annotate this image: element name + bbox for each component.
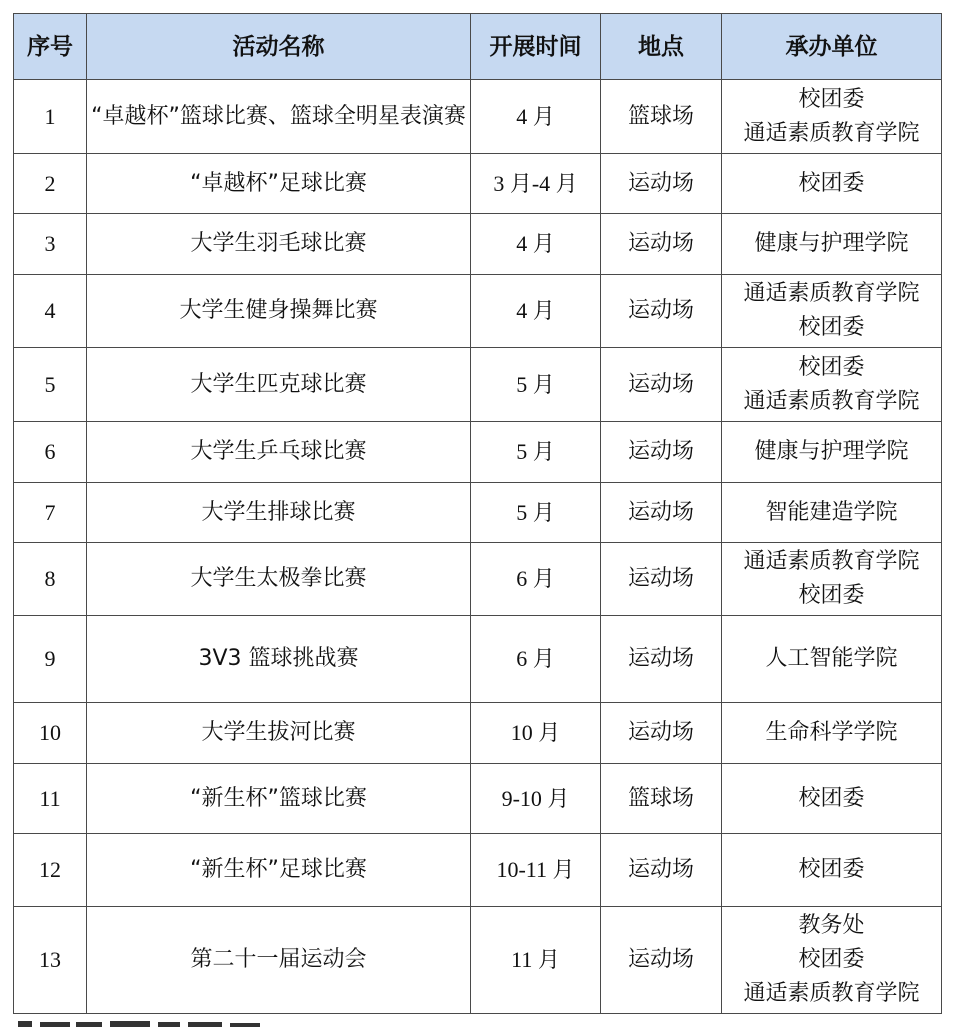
organizer-name: 校团委 <box>798 857 865 882</box>
table-row <box>14 483 942 543</box>
activity-date: 9-10 月 <box>471 764 601 834</box>
activity-date: 4 月 <box>471 214 601 275</box>
table-row <box>14 764 942 834</box>
activity-name: 大学生健身操舞比赛 <box>87 275 471 348</box>
organizer-name: 通适素质教育学院 <box>743 549 920 574</box>
row-number: 11 <box>14 764 87 834</box>
table-row <box>14 214 942 275</box>
table-body <box>14 80 942 1014</box>
row-number: 3 <box>14 214 87 275</box>
activity-location: 运动场 <box>601 834 722 907</box>
table-header <box>14 14 942 80</box>
table-row <box>14 703 942 764</box>
activity-location: 运动场 <box>601 214 722 275</box>
row-number: 5 <box>14 348 87 422</box>
cropped-footnote-text <box>18 1019 268 1027</box>
activity-location: 运动场 <box>601 422 722 483</box>
header-organizer: 承办单位 <box>722 14 942 80</box>
organizer-name: 人工智能学院 <box>765 646 898 671</box>
organizer-cell <box>722 764 942 834</box>
table-row <box>14 154 942 214</box>
table-row <box>14 275 942 348</box>
activity-name: 第二十一届运动会 <box>87 907 471 1014</box>
header-date: 开展时间 <box>471 14 601 80</box>
organizer-name: 健康与护理学院 <box>754 231 909 256</box>
activity-date: 3 月-4 月 <box>471 154 601 214</box>
activity-name: 3V3 篮球挑战赛 <box>87 616 471 703</box>
activity-name: 大学生羽毛球比赛 <box>87 214 471 275</box>
row-number: 7 <box>14 483 87 543</box>
row-number: 4 <box>14 275 87 348</box>
organizer-name: 通适素质教育学院 <box>743 388 920 414</box>
activity-name: 大学生排球比赛 <box>87 483 471 543</box>
organizer-cell <box>722 543 942 616</box>
activity-location: 运动场 <box>601 616 722 703</box>
table-row <box>14 907 942 1014</box>
activity-location: 篮球场 <box>601 764 722 834</box>
organizer-name: 通适素质教育学院 <box>743 981 920 1006</box>
header-number: 序号 <box>14 14 87 80</box>
organizer-name: 通适素质教育学院 <box>743 281 920 306</box>
organizer-name: 校团委 <box>798 947 865 972</box>
organizer-name: 教务处 <box>798 913 865 938</box>
organizer-cell <box>722 154 942 214</box>
activity-name: 大学生拔河比赛 <box>87 703 471 764</box>
organizer-cell <box>722 275 942 348</box>
row-number: 12 <box>14 834 87 907</box>
organizer-name: 校团委 <box>798 583 865 608</box>
activity-location: 运动场 <box>601 543 722 616</box>
row-number: 8 <box>14 543 87 616</box>
organizer-name: 校团委 <box>798 354 865 380</box>
organizer-name: 校团委 <box>798 315 865 340</box>
organizer-name: 生命科学学院 <box>765 720 898 745</box>
organizer-name: 校团委 <box>798 170 865 196</box>
activity-location: 运动场 <box>601 703 722 764</box>
activity-date: 11 月 <box>471 907 601 1014</box>
organizer-cell <box>722 703 942 764</box>
activity-location: 篮球场 <box>601 80 722 154</box>
table-row <box>14 348 942 422</box>
activity-date: 4 月 <box>471 275 601 348</box>
header-row <box>14 14 942 80</box>
row-number: 9 <box>14 616 87 703</box>
activity-date: 5 月 <box>471 483 601 543</box>
header-activity-name: 活动名称 <box>87 14 471 80</box>
activity-date: 4 月 <box>471 80 601 154</box>
activity-name: 大学生匹克球比赛 <box>87 348 471 422</box>
activity-name: 大学生乒乓球比赛 <box>87 422 471 483</box>
activity-name: “卓越杯”篮球比赛、篮球全明星表演赛 <box>87 80 471 154</box>
organizer-cell <box>722 616 942 703</box>
organizer-name: 通适素质教育学院 <box>743 120 920 146</box>
activity-date: 5 月 <box>471 422 601 483</box>
table-row <box>14 543 942 616</box>
activity-date: 5 月 <box>471 348 601 422</box>
activity-name: “新生杯”篮球比赛 <box>87 764 471 834</box>
row-number: 1 <box>14 80 87 154</box>
activity-date: 6 月 <box>471 543 601 616</box>
activity-name: 大学生太极拳比赛 <box>87 543 471 616</box>
activity-schedule-table <box>13 13 942 1014</box>
activity-date: 10-11 月 <box>471 834 601 907</box>
header-location: 地点 <box>601 14 722 80</box>
row-number: 13 <box>14 907 87 1014</box>
table-row <box>14 422 942 483</box>
activity-name: “卓越杯”足球比赛 <box>87 154 471 214</box>
activity-date: 10 月 <box>471 703 601 764</box>
organizer-cell <box>722 348 942 422</box>
table-row <box>14 80 942 154</box>
row-number: 10 <box>14 703 87 764</box>
activity-location: 运动场 <box>601 348 722 422</box>
activity-location: 运动场 <box>601 907 722 1014</box>
table-row <box>14 834 942 907</box>
activity-location: 运动场 <box>601 275 722 348</box>
organizer-cell <box>722 214 942 275</box>
organizer-cell <box>722 80 942 154</box>
organizer-name: 校团委 <box>798 86 865 112</box>
organizer-cell <box>722 834 942 907</box>
organizer-name: 健康与护理学院 <box>754 439 909 464</box>
organizer-name: 校团委 <box>798 785 865 811</box>
activity-location: 运动场 <box>601 483 722 543</box>
organizer-name: 智能建造学院 <box>765 499 898 525</box>
activity-name: “新生杯”足球比赛 <box>87 834 471 907</box>
organizer-cell <box>722 422 942 483</box>
row-number: 2 <box>14 154 87 214</box>
activity-location: 运动场 <box>601 154 722 214</box>
organizer-cell <box>722 907 942 1014</box>
table-row <box>14 616 942 703</box>
row-number: 6 <box>14 422 87 483</box>
organizer-cell <box>722 483 942 543</box>
activity-date: 6 月 <box>471 616 601 703</box>
